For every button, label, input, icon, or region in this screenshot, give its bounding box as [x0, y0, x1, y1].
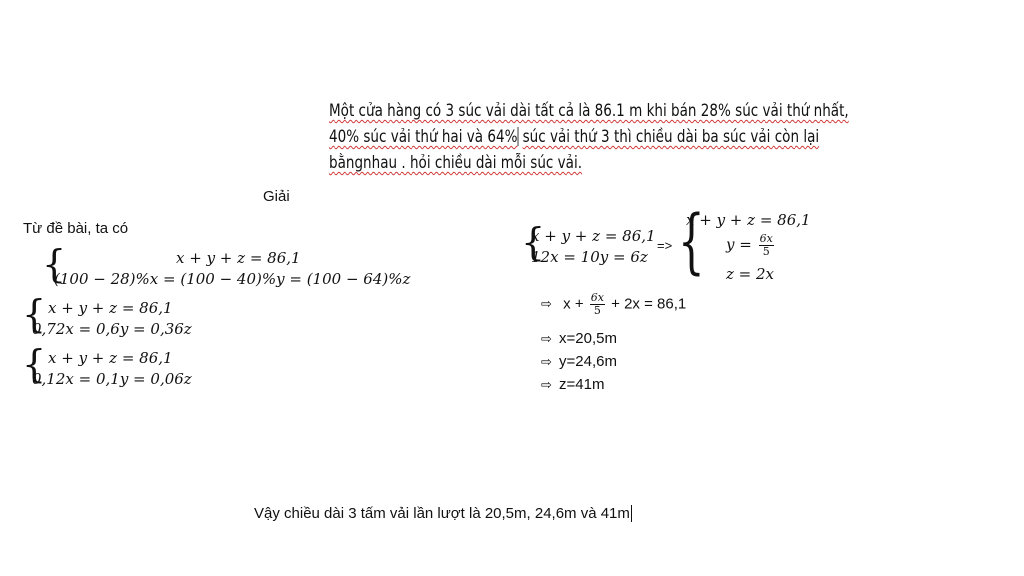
- conclusion-text: Vậy chiều dài 3 tấm vải lần lượt là 20,5m, 24,6m và 41m: [254, 505, 630, 522]
- right-b-row-1: x + y + z = 86,1: [686, 211, 811, 229]
- equation-system-2: [22, 292, 222, 342]
- brace-left: {: [521, 220, 546, 264]
- system-2-row-1: x + y + z = 86,1: [48, 299, 173, 317]
- right-a-row-1: x + y + z = 86,1: [531, 227, 656, 245]
- implies-arrow: =>: [657, 238, 673, 253]
- right-a-row-2: 12x = 10y = 6z: [531, 248, 648, 266]
- arrow-right-icon: ⇨: [541, 332, 552, 347]
- brace-left: {: [22, 292, 47, 336]
- system-1-row-1: x + y + z = 86,1: [176, 249, 301, 267]
- brace-left: {: [678, 200, 705, 282]
- fraction: $\frac{6x}{5}$: [759, 232, 773, 258]
- system-3-row-1: x + y + z = 86,1: [48, 349, 173, 367]
- text-cursor: [631, 505, 632, 522]
- fraction: $\frac{6x}{5}$: [590, 291, 604, 317]
- problem-statement: [329, 98, 849, 176]
- problem-line-1: Một cửa hàng có 3 súc vải dài tất cả là 86.1 m khi bán 28% súc vải thứ nhất,: [329, 101, 849, 120]
- system-2-row-2: 0,72x = 0,6y = 0,36z: [32, 320, 192, 338]
- equation-system-right-b: [678, 200, 828, 288]
- step-2: ⇨ x=20,5m: [541, 330, 617, 347]
- right-b-row-3: z = 2x: [726, 265, 775, 283]
- step-1: ⇨ x + $\frac{6x}{5}$ + 2x = 86,1: [541, 291, 687, 317]
- intro-text: Từ đề bài, ta có: [23, 220, 129, 237]
- arrow-right-icon: ⇨: [541, 355, 552, 370]
- system-1-row-2: (100 − 28)%x = (100 − 40)%y = (100 − 64)%z: [54, 270, 411, 288]
- equation-system-right-a: [521, 220, 661, 270]
- solution-heading: Giải: [263, 188, 290, 205]
- arrow-right-icon: ⇨: [541, 297, 552, 313]
- right-b-row-2: y = $\frac{6x}{5}$: [726, 232, 773, 258]
- brace-left: {: [42, 242, 67, 286]
- step-3: ⇨ y=24,6m: [541, 353, 617, 370]
- step-4: ⇨ z=41m: [541, 376, 605, 393]
- brace-left: {: [22, 342, 47, 386]
- arrow-right-icon: ⇨: [541, 378, 552, 393]
- equation-system-1: [42, 242, 442, 292]
- system-3-row-2: 0,12x = 0,1y = 0,06z: [32, 370, 192, 388]
- problem-line-2: 40% súc vải thứ hai và 64% súc vải thứ 3 thì chiều dài ba súc vải còn lại: [329, 127, 820, 146]
- problem-line-3: bằngnhau . hỏi chiều dài mỗi súc vải.: [329, 153, 583, 172]
- equation-system-3: [22, 342, 222, 392]
